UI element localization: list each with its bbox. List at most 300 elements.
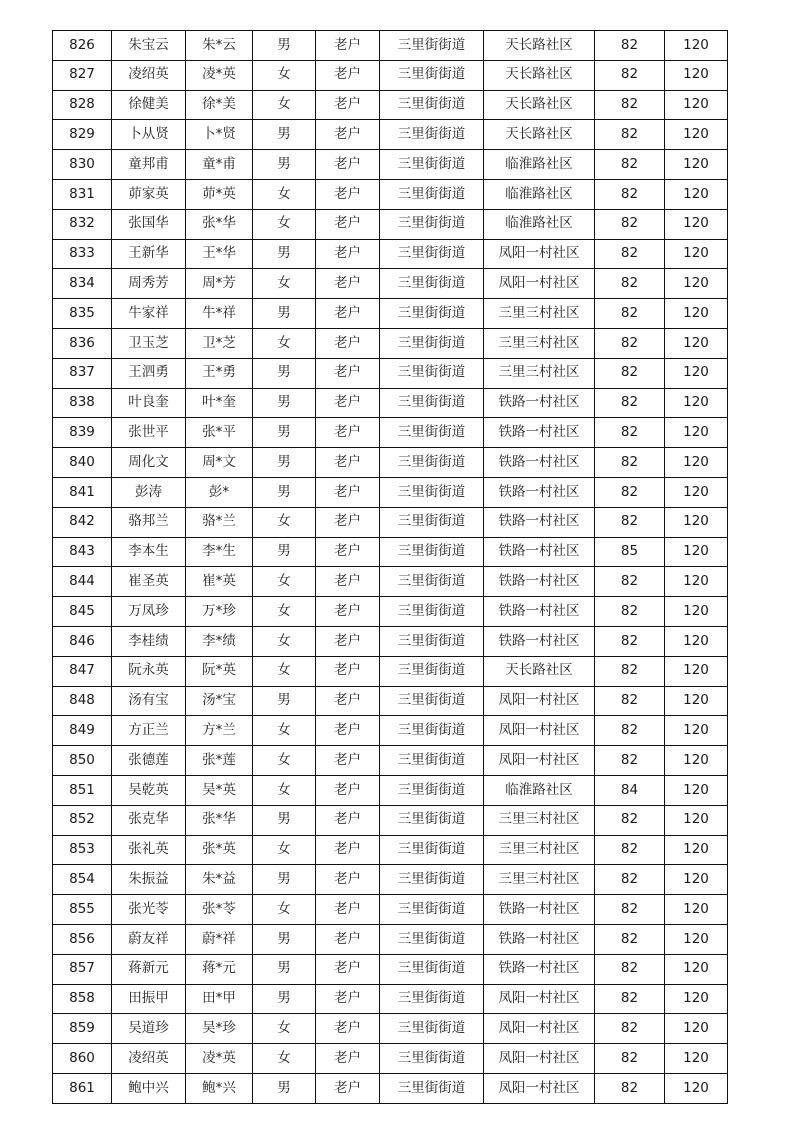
subdistrict-cell: 三里街街道 [380,120,484,150]
gender-cell: 女 [253,1044,316,1074]
gender-cell: 女 [253,656,316,686]
amount-cell: 120 [665,90,728,120]
community-cell: 天长路社区 [484,120,595,150]
household-type-cell: 老户 [316,179,380,209]
subdistrict-cell: 三里街街道 [380,179,484,209]
age-cell: 82 [595,924,665,954]
household-type-cell: 老户 [316,716,380,746]
gender-cell: 男 [253,388,316,418]
full-name-cell: 骆邦兰 [112,507,186,537]
gender-cell: 女 [253,626,316,656]
table-row [53,865,728,895]
gender-cell: 男 [253,120,316,150]
full-name-cell: 卫玉芝 [112,328,186,358]
serial-number-cell: 833 [53,239,112,269]
age-cell: 84 [595,775,665,805]
serial-number-cell: 839 [53,418,112,448]
gender-cell: 男 [253,537,316,567]
masked-name-cell: 彭* [186,477,253,507]
amount-cell: 120 [665,239,728,269]
community-cell: 临淮路社区 [484,150,595,180]
amount-cell: 120 [665,597,728,627]
masked-name-cell: 朱*益 [186,865,253,895]
serial-number-cell: 826 [53,31,112,61]
full-name-cell: 田振甲 [112,984,186,1014]
masked-name-cell: 万*珍 [186,597,253,627]
subdistrict-cell: 三里街街道 [380,716,484,746]
amount-cell: 120 [665,805,728,835]
amount-cell: 120 [665,537,728,567]
subdistrict-cell: 三里街街道 [380,90,484,120]
community-cell: 凤阳一村社区 [484,1014,595,1044]
full-name-cell: 李本生 [112,537,186,567]
full-name-cell: 方正兰 [112,716,186,746]
subdistrict-cell: 三里街街道 [380,448,484,478]
table-row [53,150,728,180]
masked-name-cell: 崔*英 [186,567,253,597]
table-row [53,984,728,1014]
full-name-cell: 张德莲 [112,746,186,776]
amount-cell: 120 [665,835,728,865]
table-row [53,954,728,984]
community-cell: 临淮路社区 [484,179,595,209]
subdistrict-cell: 三里街街道 [380,150,484,180]
household-type-cell: 老户 [316,60,380,90]
serial-number-cell: 840 [53,448,112,478]
table-row [53,746,728,776]
age-cell: 82 [595,299,665,329]
full-name-cell: 茆家英 [112,179,186,209]
serial-number-cell: 858 [53,984,112,1014]
table-row [53,1044,728,1074]
community-cell: 三里三村社区 [484,865,595,895]
amount-cell: 120 [665,358,728,388]
masked-name-cell: 张*华 [186,805,253,835]
subdistrict-cell: 三里街街道 [380,895,484,925]
subdistrict-cell: 三里街街道 [380,746,484,776]
serial-number-cell: 828 [53,90,112,120]
table-row [53,477,728,507]
community-cell: 凤阳一村社区 [484,1044,595,1074]
community-cell: 铁路一村社区 [484,507,595,537]
community-cell: 天长路社区 [484,31,595,61]
subdistrict-cell: 三里街街道 [380,1073,484,1103]
table-row [53,388,728,418]
masked-name-cell: 朱*云 [186,31,253,61]
household-type-cell: 老户 [316,626,380,656]
records-table-container [52,30,727,1104]
serial-number-cell: 853 [53,835,112,865]
table-row [53,1073,728,1103]
table-row [53,626,728,656]
table-row [53,179,728,209]
table-row [53,209,728,239]
subdistrict-cell: 三里街街道 [380,477,484,507]
subdistrict-cell: 三里街街道 [380,686,484,716]
subdistrict-cell: 三里街街道 [380,239,484,269]
gender-cell: 女 [253,209,316,239]
masked-name-cell: 茆*英 [186,179,253,209]
household-type-cell: 老户 [316,328,380,358]
full-name-cell: 汤有宝 [112,686,186,716]
community-cell: 凤阳一村社区 [484,716,595,746]
community-cell: 铁路一村社区 [484,924,595,954]
masked-name-cell: 卜*贤 [186,120,253,150]
subdistrict-cell: 三里街街道 [380,1014,484,1044]
amount-cell: 120 [665,954,728,984]
age-cell: 82 [595,60,665,90]
household-type-cell: 老户 [316,775,380,805]
full-name-cell: 童邦甫 [112,150,186,180]
table-row [53,31,728,61]
full-name-cell: 彭涛 [112,477,186,507]
serial-number-cell: 856 [53,924,112,954]
amount-cell: 120 [665,60,728,90]
amount-cell: 120 [665,448,728,478]
age-cell: 82 [595,597,665,627]
household-type-cell: 老户 [316,865,380,895]
masked-name-cell: 汤*宝 [186,686,253,716]
serial-number-cell: 844 [53,567,112,597]
gender-cell: 女 [253,716,316,746]
gender-cell: 男 [253,924,316,954]
serial-number-cell: 830 [53,150,112,180]
serial-number-cell: 857 [53,954,112,984]
subdistrict-cell: 三里街街道 [380,507,484,537]
household-type-cell: 老户 [316,1014,380,1044]
masked-name-cell: 方*兰 [186,716,253,746]
age-cell: 82 [595,1014,665,1044]
subdistrict-cell: 三里街街道 [380,865,484,895]
gender-cell: 男 [253,954,316,984]
full-name-cell: 王泗勇 [112,358,186,388]
age-cell: 82 [595,477,665,507]
gender-cell: 男 [253,686,316,716]
gender-cell: 女 [253,507,316,537]
community-cell: 铁路一村社区 [484,418,595,448]
community-cell: 铁路一村社区 [484,954,595,984]
amount-cell: 120 [665,984,728,1014]
gender-cell: 男 [253,239,316,269]
amount-cell: 120 [665,895,728,925]
age-cell: 82 [595,388,665,418]
amount-cell: 120 [665,775,728,805]
amount-cell: 120 [665,31,728,61]
community-cell: 三里三村社区 [484,805,595,835]
table-row [53,299,728,329]
community-cell: 凤阳一村社区 [484,269,595,299]
full-name-cell: 崔圣英 [112,567,186,597]
masked-name-cell: 蒋*元 [186,954,253,984]
amount-cell: 120 [665,1044,728,1074]
age-cell: 82 [595,626,665,656]
gender-cell: 女 [253,597,316,627]
gender-cell: 男 [253,418,316,448]
amount-cell: 120 [665,656,728,686]
age-cell: 82 [595,209,665,239]
amount-cell: 120 [665,686,728,716]
household-type-cell: 老户 [316,1073,380,1103]
household-type-cell: 老户 [316,537,380,567]
masked-name-cell: 骆*兰 [186,507,253,537]
table-row [53,537,728,567]
household-type-cell: 老户 [316,269,380,299]
full-name-cell: 卜从贤 [112,120,186,150]
serial-number-cell: 842 [53,507,112,537]
masked-name-cell: 田*甲 [186,984,253,1014]
full-name-cell: 吴道珍 [112,1014,186,1044]
full-name-cell: 朱宝云 [112,31,186,61]
masked-name-cell: 蔚*祥 [186,924,253,954]
serial-number-cell: 846 [53,626,112,656]
full-name-cell: 周秀芳 [112,269,186,299]
masked-name-cell: 鲍*兴 [186,1073,253,1103]
serial-number-cell: 854 [53,865,112,895]
gender-cell: 男 [253,358,316,388]
household-type-cell: 老户 [316,895,380,925]
gender-cell: 男 [253,477,316,507]
full-name-cell: 鲍中兴 [112,1073,186,1103]
serial-number-cell: 848 [53,686,112,716]
community-cell: 铁路一村社区 [484,895,595,925]
community-cell: 三里三村社区 [484,835,595,865]
amount-cell: 120 [665,626,728,656]
amount-cell: 120 [665,924,728,954]
table-row [53,328,728,358]
serial-number-cell: 860 [53,1044,112,1074]
table-row [53,1014,728,1044]
subdistrict-cell: 三里街街道 [380,924,484,954]
serial-number-cell: 841 [53,477,112,507]
community-cell: 铁路一村社区 [484,477,595,507]
household-type-cell: 老户 [316,388,380,418]
subdistrict-cell: 三里街街道 [380,835,484,865]
age-cell: 82 [595,120,665,150]
amount-cell: 120 [665,269,728,299]
amount-cell: 120 [665,388,728,418]
masked-name-cell: 张*莲 [186,746,253,776]
masked-name-cell: 阮*英 [186,656,253,686]
age-cell: 82 [595,418,665,448]
full-name-cell: 张克华 [112,805,186,835]
age-cell: 82 [595,805,665,835]
gender-cell: 女 [253,328,316,358]
household-type-cell: 老户 [316,835,380,865]
masked-name-cell: 张*苓 [186,895,253,925]
serial-number-cell: 855 [53,895,112,925]
serial-number-cell: 836 [53,328,112,358]
age-cell: 82 [595,269,665,299]
community-cell: 三里三村社区 [484,299,595,329]
community-cell: 天长路社区 [484,60,595,90]
table-row [53,567,728,597]
community-cell: 铁路一村社区 [484,537,595,567]
table-row [53,90,728,120]
community-cell: 临淮路社区 [484,209,595,239]
amount-cell: 120 [665,477,728,507]
household-type-cell: 老户 [316,805,380,835]
age-cell: 82 [595,984,665,1014]
full-name-cell: 周化文 [112,448,186,478]
gender-cell: 女 [253,269,316,299]
gender-cell: 男 [253,31,316,61]
age-cell: 82 [595,507,665,537]
household-type-cell: 老户 [316,120,380,150]
full-name-cell: 朱振益 [112,865,186,895]
masked-name-cell: 吴*珍 [186,1014,253,1044]
gender-cell: 男 [253,1073,316,1103]
table-row [53,120,728,150]
masked-name-cell: 叶*奎 [186,388,253,418]
community-cell: 三里三村社区 [484,328,595,358]
community-cell: 天长路社区 [484,656,595,686]
table-row [53,269,728,299]
household-type-cell: 老户 [316,448,380,478]
household-type-cell: 老户 [316,597,380,627]
serial-number-cell: 845 [53,597,112,627]
table-row [53,507,728,537]
amount-cell: 120 [665,418,728,448]
full-name-cell: 万凤珍 [112,597,186,627]
masked-name-cell: 周*芳 [186,269,253,299]
community-cell: 凤阳一村社区 [484,239,595,269]
full-name-cell: 叶良奎 [112,388,186,418]
community-cell: 凤阳一村社区 [484,686,595,716]
table-row [53,448,728,478]
household-type-cell: 老户 [316,656,380,686]
table-row [53,686,728,716]
masked-name-cell: 凌*英 [186,60,253,90]
household-type-cell: 老户 [316,686,380,716]
household-type-cell: 老户 [316,984,380,1014]
gender-cell: 女 [253,60,316,90]
full-name-cell: 李桂绩 [112,626,186,656]
serial-number-cell: 843 [53,537,112,567]
serial-number-cell: 834 [53,269,112,299]
gender-cell: 男 [253,805,316,835]
full-name-cell: 徐健美 [112,90,186,120]
gender-cell: 女 [253,746,316,776]
serial-number-cell: 851 [53,775,112,805]
amount-cell: 120 [665,150,728,180]
household-type-cell: 老户 [316,924,380,954]
amount-cell: 120 [665,746,728,776]
age-cell: 82 [595,90,665,120]
serial-number-cell: 852 [53,805,112,835]
full-name-cell: 凌绍英 [112,60,186,90]
serial-number-cell: 831 [53,179,112,209]
age-cell: 82 [595,835,665,865]
amount-cell: 120 [665,567,728,597]
gender-cell: 男 [253,984,316,1014]
table-row [53,358,728,388]
age-cell: 82 [595,150,665,180]
table-row [53,835,728,865]
age-cell: 82 [595,865,665,895]
community-cell: 铁路一村社区 [484,567,595,597]
community-cell: 铁路一村社区 [484,626,595,656]
serial-number-cell: 859 [53,1014,112,1044]
full-name-cell: 蒋新元 [112,954,186,984]
subdistrict-cell: 三里街街道 [380,775,484,805]
household-type-cell: 老户 [316,507,380,537]
masked-name-cell: 张*华 [186,209,253,239]
serial-number-cell: 835 [53,299,112,329]
household-type-cell: 老户 [316,567,380,597]
age-cell: 82 [595,895,665,925]
amount-cell: 120 [665,299,728,329]
serial-number-cell: 850 [53,746,112,776]
gender-cell: 男 [253,299,316,329]
subdistrict-cell: 三里街街道 [380,954,484,984]
masked-name-cell: 吴*英 [186,775,253,805]
table-row [53,656,728,686]
table-row [53,895,728,925]
household-type-cell: 老户 [316,299,380,329]
full-name-cell: 张国华 [112,209,186,239]
amount-cell: 120 [665,209,728,239]
table-row [53,60,728,90]
serial-number-cell: 829 [53,120,112,150]
household-type-cell: 老户 [316,477,380,507]
records-table [52,30,728,1104]
subdistrict-cell: 三里街街道 [380,537,484,567]
subdistrict-cell: 三里街街道 [380,328,484,358]
amount-cell: 120 [665,328,728,358]
serial-number-cell: 827 [53,60,112,90]
age-cell: 82 [595,686,665,716]
masked-name-cell: 王*勇 [186,358,253,388]
community-cell: 凤阳一村社区 [484,746,595,776]
gender-cell: 女 [253,775,316,805]
age-cell: 82 [595,1073,665,1103]
age-cell: 82 [595,746,665,776]
age-cell: 82 [595,239,665,269]
serial-number-cell: 832 [53,209,112,239]
serial-number-cell: 837 [53,358,112,388]
subdistrict-cell: 三里街街道 [380,358,484,388]
age-cell: 82 [595,954,665,984]
full-name-cell: 阮永英 [112,656,186,686]
age-cell: 82 [595,567,665,597]
household-type-cell: 老户 [316,150,380,180]
full-name-cell: 蔚友祥 [112,924,186,954]
subdistrict-cell: 三里街街道 [380,388,484,418]
masked-name-cell: 张*英 [186,835,253,865]
community-cell: 铁路一村社区 [484,597,595,627]
subdistrict-cell: 三里街街道 [380,567,484,597]
table-row [53,775,728,805]
household-type-cell: 老户 [316,746,380,776]
full-name-cell: 王新华 [112,239,186,269]
table-row [53,805,728,835]
masked-name-cell: 张*平 [186,418,253,448]
gender-cell: 女 [253,567,316,597]
age-cell: 82 [595,358,665,388]
table-body [53,31,728,1104]
subdistrict-cell: 三里街街道 [380,269,484,299]
gender-cell: 女 [253,1014,316,1044]
community-cell: 铁路一村社区 [484,448,595,478]
community-cell: 临淮路社区 [484,775,595,805]
full-name-cell: 张礼英 [112,835,186,865]
masked-name-cell: 凌*英 [186,1044,253,1074]
full-name-cell: 凌绍英 [112,1044,186,1074]
age-cell: 85 [595,537,665,567]
household-type-cell: 老户 [316,239,380,269]
amount-cell: 120 [665,507,728,537]
full-name-cell: 牛家祥 [112,299,186,329]
